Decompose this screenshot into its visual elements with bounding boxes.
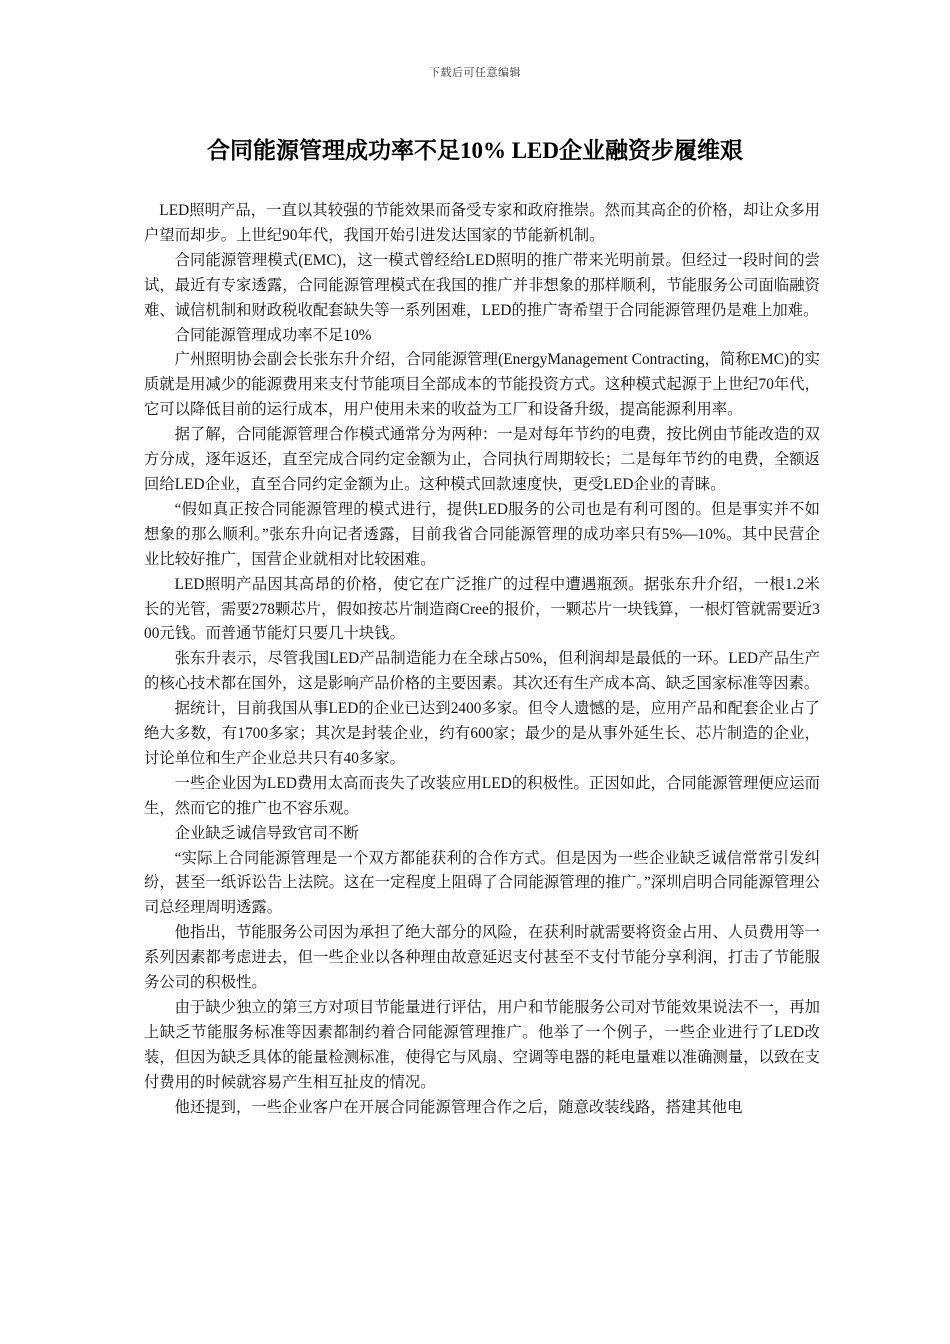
page-header-note: 下载后可任意编辑 — [429, 67, 521, 79]
paragraph: 广州照明协会副会长张东升介绍，合同能源管理(EnergyManagement Contracting，简称EMC)的实质就是用减少的能源费用来支付节能项目全部成本的节能投资方式。这种模式起源于上世纪70年代，它可以降低目前的运行成本，用户使用未来的收益为工厂和设备升级，提高能源利用率。 — [144, 351, 820, 419]
paragraph: 合同能源管理模式(EMC)，这一模式曾经给LED照明的推广带来光明前景。但经过一段时间的尝试，最近有专家透露，合同能源管理模式在我国的推广并非想象的那样顺利，节能服务公司面临融资难、诚信机制和财政税收配套缺失等一系列困难，LED的推广寄希望于合同能源管理仍是难上加难。 — [144, 251, 820, 319]
paragraph: 他还提到，一些企业客户在开展合同能源管理合作之后，随意改装线路，搭建其他电 — [174, 1098, 743, 1116]
paragraph: 据了解，合同能源管理合作模式通常分为两种：一是对每年节约的电费，按比例由节能改造的双方分成，逐年返还，直至完成合同约定金额为止，合同执行周期较长；二是每年节约的电费，全额返回给LED企业，直至合同约定金额为止。这种模式回款速度快，更受LED企业的青睐。 — [144, 426, 820, 493]
paragraph: 据统计，目前我国从事LED的企业已达到2400多家。但令人遗憾的是，应用产品和配套企业占了绝大多数，有1700多家；其次是封装企业，约有600家；最少的是从事外延生长、芯片制造的企业，讨论单位和生产企业总共只有40多家。 — [144, 700, 820, 767]
paragraph: 由于缺少独立的第三方对项目节能量进行评估，用户和节能服务公司对节能效果说法不一，再加上缺乏节能服务标准等因素都制约着合同能源管理推广。他举了一个例子，一些企业进行了LED改装，但因为缺乏具体的能量检测标准，使得它与风扇、空调等电器的耗电量难以准确测量，以致在支付费用的时候就容易产生相互扯皮的情况。 — [144, 999, 820, 1091]
paragraph: “假如真正按合同能源管理的模式进行，提供LED服务的公司也是有利可图的。但是事实并不如想象的那么顺利。”张东升向记者透露，目前我省合同能源管理的成功率只有5%—10%。其中民营企业比较好推广，国营企业就相对比较困难。 — [144, 500, 820, 568]
document-body — [144, 199, 820, 1121]
paragraph: 张东升表示，尽管我国LED产品制造能力在全球占50%，但利润却是最低的一环。LED产品生产的核心技术都在国外，这是影响产品价格的主要因素。其次还有生产成本高、缺乏国家标准等因素。 — [144, 650, 820, 693]
paragraph: “实际上合同能源管理是一个双方都能获利的合作方式。但是因为一些企业缺乏诚信常常引发纠纷，甚至一纸诉讼告上法院。这在一定程度上阻碍了合同能源管理的推广。”深圳启明合同能源管理公司总经理周明透露。 — [144, 849, 820, 917]
section-heading: 合同能源管理成功率不足10% — [174, 326, 372, 344]
paragraph: LED照明产品因其高昂的价格，使它在广泛推广的过程中遭遇瓶颈。据张东升介绍，一根1.2米长的光管，需要278颗芯片，假如按芯片制造商Cree的报价，一颗芯片一块钱算，一根灯管就需要近300元钱。而普通节能灯只要几十块钱。 — [144, 575, 820, 643]
paragraph: 一些企业因为LED费用太高而丧失了改装应用LED的积极性。正因如此，合同能源管理便应运而生，然而它的推广也不容乐观。 — [144, 774, 820, 817]
paragraph-intro: LED照明产品，一直以其较强的节能效果而备受专家和政府推崇。然而其高企的价格，却让众多用户望而却步。上世纪90年代，我国开始引进发达国家的节能新机制。 — [144, 202, 820, 244]
document-title: 合同能源管理成功率不足10% LED企业融资步履维艰 — [206, 138, 744, 163]
paragraph: 他指出，节能服务公司因为承担了绝大部分的风险，在获利时就需要将资金占用、人员费用等一系列因素都考虑进去，但一些企业以各种理由故意延迟支付甚至不支付节能分享利润，打击了节能服务公司的积极性。 — [144, 924, 820, 992]
section-heading: 企业缺乏诚信导致官司不断 — [174, 824, 359, 842]
